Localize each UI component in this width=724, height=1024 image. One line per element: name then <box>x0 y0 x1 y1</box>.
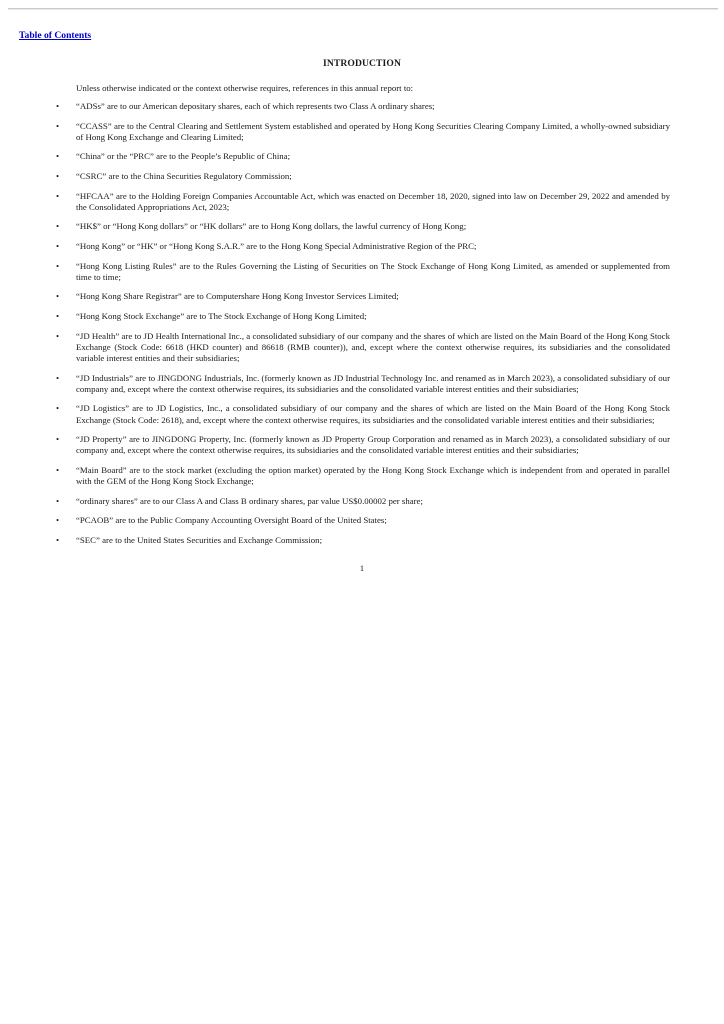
list-item <box>56 291 670 302</box>
list-item <box>56 311 670 322</box>
list-item <box>56 331 670 365</box>
bullet-icon: • <box>56 495 60 506</box>
list-item <box>56 535 670 546</box>
bullet-icon: • <box>56 170 60 181</box>
definition-text: “CCASS” are to the Central Clearing and Settlement System established and operated by Hong Kong Securities Clearing Company Limited, a wholly-owned subsidiary of Hong Kong Exchange and Clearing Limited; <box>76 120 670 142</box>
bullet-icon: • <box>56 330 60 341</box>
table-of-contents-link[interactable]: Table of Contents <box>19 30 92 41</box>
bullet-icon: • <box>56 403 60 414</box>
list-item <box>56 261 670 283</box>
definition-text: “ordinary shares” are to our Class A and Class B ordinary shares, par value US$0.00002 per share; <box>76 495 423 506</box>
list-item <box>56 434 670 456</box>
bullet-icon: • <box>56 515 60 526</box>
bullet-icon: • <box>56 310 60 321</box>
list-item <box>56 373 670 395</box>
definition-text: “Main Board” are to the stock market (excluding the option market) operated by the Hong Kong Stock Exchange which is independent from and operated in parallel with the GEM of the Hong Kong Stock Exchange; <box>76 464 670 487</box>
definition-text: “Hong Kong Stock Exchange” are to The Stock Exchange of Hong Kong Limited; <box>76 310 367 321</box>
definition-text: “SEC” are to the United States Securities and Exchange Commission; <box>76 534 323 545</box>
definition-text: “HFCAA” are to the Holding Foreign Companies Accountable Act, which was enacted on December 18, 2020, signed into law on December 29, 2022 and amended by the Consolidated Appropriations Act, 2023; <box>76 190 670 212</box>
definition-text: “JD Health” are to JD Health International Inc., a consolidated subsidiary of our company and the shares of which are listed on the Main Board of the Hong Kong Stock Exchange (Stock Code: 6618 (HKD counter) and 86618 (RMB counter)), and, except where the context otherwise requires, its subsidiaries and the consolidated variable interest entities and their subsidiaries; <box>76 330 670 363</box>
list-item <box>56 171 670 182</box>
list-item <box>56 151 670 162</box>
list-item <box>56 121 670 143</box>
bullet-icon: • <box>56 190 60 201</box>
bullet-icon: • <box>56 101 60 111</box>
list-item <box>56 221 670 232</box>
definition-text: “China” or the “PRC” are to the People’s Republic of China; <box>76 151 291 162</box>
bullet-icon: • <box>56 372 60 383</box>
bullet-icon: • <box>56 434 60 445</box>
top-rule <box>8 8 718 9</box>
intro-paragraph: Unless otherwise indicated or the context otherwise requires, references in this annual report to: <box>76 83 414 93</box>
list-item <box>56 191 670 213</box>
definition-text: “Hong Kong Listing Rules” are to the Rules Governing the Listing of Securities on The Stock Exchange of Hong Kong Limited, as amended or supplemented from time to time; <box>76 260 670 282</box>
definition-text: “JD Logistics” are to JD Logistics, Inc., a consolidated subsidiary of our company and the shares of which are listed on the Main Board of the Hong Kong Stock Exchange (Stock Code: 2618), and, except where the context otherwise requires, its subsidiaries and the consolidated variable interest entities and their subsidiaries; <box>76 403 670 425</box>
definition-text: “HK$” or “Hong Kong dollars” or “HK dollars” are to Hong Kong dollars, the lawful currency of Hong Kong; <box>76 221 467 232</box>
definition-text: “Hong Kong Share Registrar” are to Computershare Hong Kong Investor Services Limited; <box>76 291 399 302</box>
page-number: 1 <box>359 563 365 573</box>
list-item <box>56 515 670 526</box>
bullet-icon: • <box>56 221 60 232</box>
bullet-icon: • <box>56 260 60 271</box>
list-item <box>56 403 670 425</box>
bullet-icon: • <box>56 534 60 545</box>
list-item <box>56 101 670 112</box>
definition-text: “JD Industrials” are to JINGDONG Industrials, Inc. (formerly known as JD Industrial Technology Inc. and renamed as in March 2023), a consolidated subsidiary of our company and, except where the context otherwise requires, its subsidiaries and the consolidated variable interest entities and their subsidiaries; <box>76 372 670 394</box>
bullet-icon: • <box>56 151 60 162</box>
definition-text: “Hong Kong” or “HK” or “Hong Kong S.A.R.” are to the Hong Kong Special Administrative Region of the PRC; <box>76 240 477 251</box>
definition-text: “CSRC” are to the China Securities Regulatory Commission; <box>76 170 292 181</box>
page-title: INTRODUCTION <box>323 58 401 69</box>
definition-text: “JD Property” are to JINGDONG Property, Inc. (formerly known as JD Property Group Corporation and renamed as in March 2023), a consolidated subsidiary of our company and, except where the context otherwise requires, its subsidiaries and the consolidated variable interest entities and their subsidiaries; <box>76 434 670 456</box>
bullet-icon: • <box>56 240 60 251</box>
list-item <box>56 496 670 507</box>
bullet-icon: • <box>56 291 60 302</box>
definition-text: “PCAOB” are to the Public Company Accounting Oversight Board of the United States; <box>76 515 387 526</box>
list-item <box>56 465 670 487</box>
definition-text: “ADSs” are to our American depositary shares, each of which represents two Class A ordinary shares; <box>76 101 435 111</box>
list-item <box>56 241 670 252</box>
bullet-icon: • <box>56 120 60 131</box>
definitions-list <box>56 101 670 555</box>
bullet-icon: • <box>56 464 60 475</box>
